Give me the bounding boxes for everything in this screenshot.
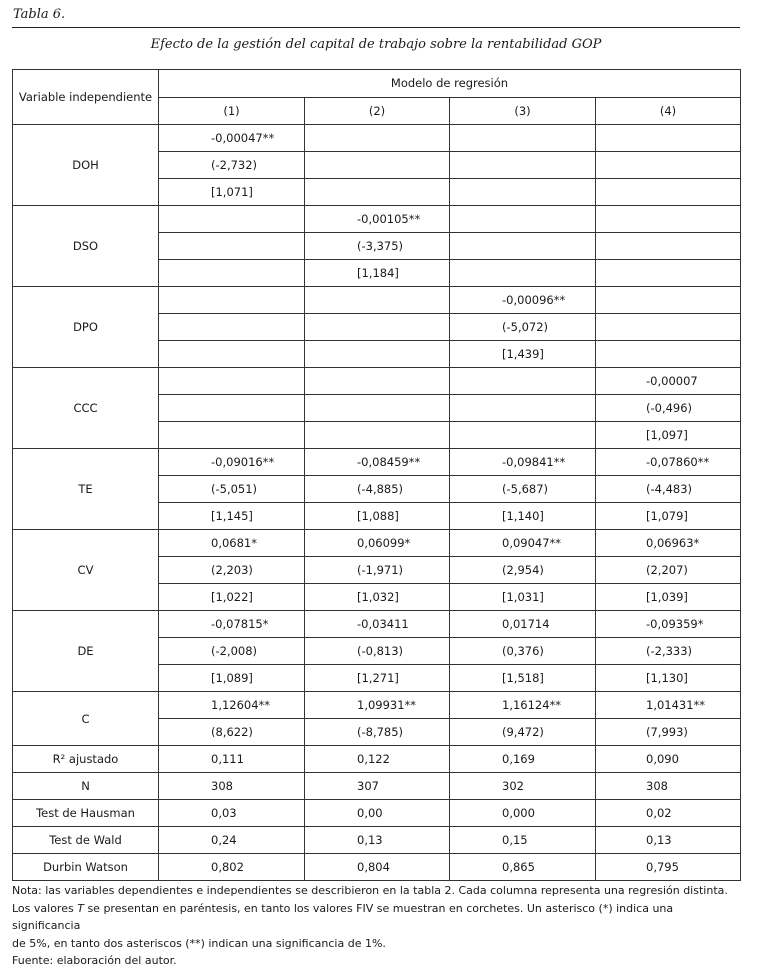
coefficient-cell	[450, 368, 596, 395]
coefficient-cell: -0,08459**	[305, 449, 450, 476]
coefficient-cell	[159, 260, 305, 287]
stat-value-cell: 0,15	[450, 827, 596, 854]
stat-value-cell: 0,804	[305, 854, 450, 881]
coefficient-cell	[450, 422, 596, 449]
stat-value-cell: 0,865	[450, 854, 596, 881]
top-rule	[12, 27, 740, 28]
stat-value-cell: 308	[596, 773, 741, 800]
coefficient-cell: -0,00007	[596, 368, 741, 395]
coefficient-cell	[450, 206, 596, 233]
coefficient-cell	[596, 206, 741, 233]
coefficient-cell: [1,089]	[159, 665, 305, 692]
variable-column-header: Variable independiente	[13, 70, 159, 125]
coefficient-cell: (-2,008)	[159, 638, 305, 665]
stat-name-cell: Test de Wald	[13, 827, 159, 854]
stat-row	[13, 800, 741, 827]
coefficient-cell	[305, 314, 450, 341]
coefficient-cell: (-8,785)	[305, 719, 450, 746]
coefficient-cell	[305, 368, 450, 395]
stat-value-cell: 0,122	[305, 746, 450, 773]
variable-name-cell: DPO	[13, 287, 159, 368]
coefficient-cell: 1,12604**	[159, 692, 305, 719]
stat-value-cell: 302	[450, 773, 596, 800]
note-line-2-pre: Los valores	[12, 901, 78, 915]
coefficient-cell: -0,07815*	[159, 611, 305, 638]
stat-value-cell: 0,090	[596, 746, 741, 773]
coefficient-cell: (7,993)	[596, 719, 741, 746]
model-header-1: (1)	[159, 97, 305, 125]
table-notes	[12, 882, 742, 970]
coefficient-cell: (-2,732)	[159, 152, 305, 179]
coefficient-cell: [1,031]	[450, 584, 596, 611]
coefficient-cell	[596, 125, 741, 152]
coefficient-cell	[596, 314, 741, 341]
coefficient-cell	[305, 179, 450, 206]
model-group-header: Modelo de regresión	[159, 70, 741, 98]
coefficient-cell: (-3,375)	[305, 233, 450, 260]
coefficient-cell	[159, 206, 305, 233]
coefficient-cell: (2,207)	[596, 557, 741, 584]
stat-value-cell: 308	[159, 773, 305, 800]
coefficient-cell: (-2,333)	[596, 638, 741, 665]
stat-name-cell: N	[13, 773, 159, 800]
coefficient-cell: [1,439]	[450, 341, 596, 368]
variable-name-cell: DE	[13, 611, 159, 692]
stat-value-cell: 0,24	[159, 827, 305, 854]
coefficient-cell	[305, 287, 450, 314]
stat-value-cell: 0,795	[596, 854, 741, 881]
coefficient-cell: (8,622)	[159, 719, 305, 746]
coefficient-cell: -0,09016**	[159, 449, 305, 476]
coefficient-cell	[159, 395, 305, 422]
coefficient-cell: 1,16124**	[450, 692, 596, 719]
table-row	[13, 449, 741, 476]
coefficient-cell	[596, 233, 741, 260]
table-body	[13, 125, 741, 881]
table-row	[13, 611, 741, 638]
coefficient-cell: 1,01431**	[596, 692, 741, 719]
note-line-2-t: T	[77, 901, 84, 915]
stat-value-cell: 307	[305, 773, 450, 800]
note-line-3: de 5%, en tanto dos asteriscos (**) indican una significancia de 1%.	[12, 936, 386, 950]
coefficient-cell	[159, 314, 305, 341]
coefficient-cell	[596, 179, 741, 206]
stat-name-cell: Test de Hausman	[13, 800, 159, 827]
stat-value-cell: 0,13	[305, 827, 450, 854]
table-row	[13, 692, 741, 719]
note-line-2	[12, 900, 742, 935]
table-title: Efecto de la gestión del capital de trabajo sobre la rentabilidad GOP	[150, 37, 602, 52]
coefficient-cell: [1,039]	[596, 584, 741, 611]
coefficient-cell	[159, 233, 305, 260]
table-row	[13, 368, 741, 395]
coefficient-cell: 0,0681*	[159, 530, 305, 557]
coefficient-cell: (-5,687)	[450, 476, 596, 503]
stat-value-cell: 0,169	[450, 746, 596, 773]
coefficient-cell: [1,032]	[305, 584, 450, 611]
stat-value-cell: 0,111	[159, 746, 305, 773]
stat-name-cell: R² ajustado	[13, 746, 159, 773]
coefficient-cell: -0,07860**	[596, 449, 741, 476]
coefficient-cell: [1,145]	[159, 503, 305, 530]
coefficient-cell: -0,09359*	[596, 611, 741, 638]
coefficient-cell	[596, 287, 741, 314]
stat-row	[13, 827, 741, 854]
coefficient-cell: 0,06099*	[305, 530, 450, 557]
coefficient-cell: (-0,813)	[305, 638, 450, 665]
coefficient-cell: 0,09047**	[450, 530, 596, 557]
variable-name-cell: DSO	[13, 206, 159, 287]
variable-name-cell: CCC	[13, 368, 159, 449]
stat-value-cell: 0,03	[159, 800, 305, 827]
coefficient-cell	[159, 368, 305, 395]
coefficient-cell	[159, 422, 305, 449]
coefficient-cell	[305, 341, 450, 368]
coefficient-cell	[159, 287, 305, 314]
coefficient-cell: [1,022]	[159, 584, 305, 611]
coefficient-cell: -0,09841**	[450, 449, 596, 476]
coefficient-cell: 1,09931**	[305, 692, 450, 719]
coefficient-cell: -0,03411	[305, 611, 450, 638]
coefficient-cell: (-5,051)	[159, 476, 305, 503]
stat-name-cell: Durbin Watson	[13, 854, 159, 881]
stat-value-cell: 0,00	[305, 800, 450, 827]
coefficient-cell	[450, 395, 596, 422]
regression-table	[12, 69, 741, 881]
coefficient-cell: [1,071]	[159, 179, 305, 206]
coefficient-cell: -0,00105**	[305, 206, 450, 233]
coefficient-cell: (9,472)	[450, 719, 596, 746]
note-line-2-post: se presentan en paréntesis, en tanto los valores FIV se muestran en corchetes. Un asterisco (*) indica una significancia	[12, 901, 674, 932]
coefficient-cell	[159, 341, 305, 368]
coefficient-cell	[450, 179, 596, 206]
note-line-1: Nota: las variables dependientes e independientes se describieron en la tabla 2. Cada columna representa una regresión distinta.	[12, 884, 728, 897]
coefficient-cell: (-4,885)	[305, 476, 450, 503]
coefficient-cell	[596, 341, 741, 368]
stat-value-cell: 0,02	[596, 800, 741, 827]
coefficient-cell: -0,00047**	[159, 125, 305, 152]
variable-name-cell: C	[13, 692, 159, 746]
model-header-4: (4)	[596, 97, 741, 125]
coefficient-cell: 0,01714	[450, 611, 596, 638]
coefficient-cell	[450, 125, 596, 152]
coefficient-cell	[305, 395, 450, 422]
stat-row	[13, 773, 741, 800]
table-label: Tabla 6.	[13, 7, 66, 22]
coefficient-cell: [1,130]	[596, 665, 741, 692]
coefficient-cell: (-1,971)	[305, 557, 450, 584]
table-row	[13, 206, 741, 233]
stat-value-cell: 0,802	[159, 854, 305, 881]
coefficient-cell: [1,079]	[596, 503, 741, 530]
coefficient-cell: (-0,496)	[596, 395, 741, 422]
coefficient-cell	[450, 152, 596, 179]
coefficient-cell: [1,097]	[596, 422, 741, 449]
source-line: Fuente: elaboración del autor.	[12, 954, 177, 967]
coefficient-cell: [1,184]	[305, 260, 450, 287]
coefficient-cell: 0,06963*	[596, 530, 741, 557]
table-row	[13, 125, 741, 152]
coefficient-cell: [1,140]	[450, 503, 596, 530]
stat-row	[13, 746, 741, 773]
coefficient-cell	[450, 233, 596, 260]
model-header-2: (2)	[305, 97, 450, 125]
table-row	[13, 530, 741, 557]
table-row	[13, 287, 741, 314]
coefficient-cell: -0,00096**	[450, 287, 596, 314]
coefficient-cell: (0,376)	[450, 638, 596, 665]
coefficient-cell: (2,203)	[159, 557, 305, 584]
coefficient-cell	[596, 152, 741, 179]
variable-name-cell: DOH	[13, 125, 159, 206]
coefficient-cell: (-5,072)	[450, 314, 596, 341]
coefficient-cell	[305, 422, 450, 449]
coefficient-cell	[305, 125, 450, 152]
variable-name-cell: CV	[13, 530, 159, 611]
coefficient-cell	[305, 152, 450, 179]
coefficient-cell	[450, 260, 596, 287]
stat-value-cell: 0,000	[450, 800, 596, 827]
coefficient-cell	[596, 260, 741, 287]
coefficient-cell: (2,954)	[450, 557, 596, 584]
variable-name-cell: TE	[13, 449, 159, 530]
stat-value-cell: 0,13	[596, 827, 741, 854]
model-header-3: (3)	[450, 97, 596, 125]
coefficient-cell: (-4,483)	[596, 476, 741, 503]
coefficient-cell: [1,271]	[305, 665, 450, 692]
stat-row	[13, 854, 741, 881]
coefficient-cell: [1,088]	[305, 503, 450, 530]
coefficient-cell: [1,518]	[450, 665, 596, 692]
